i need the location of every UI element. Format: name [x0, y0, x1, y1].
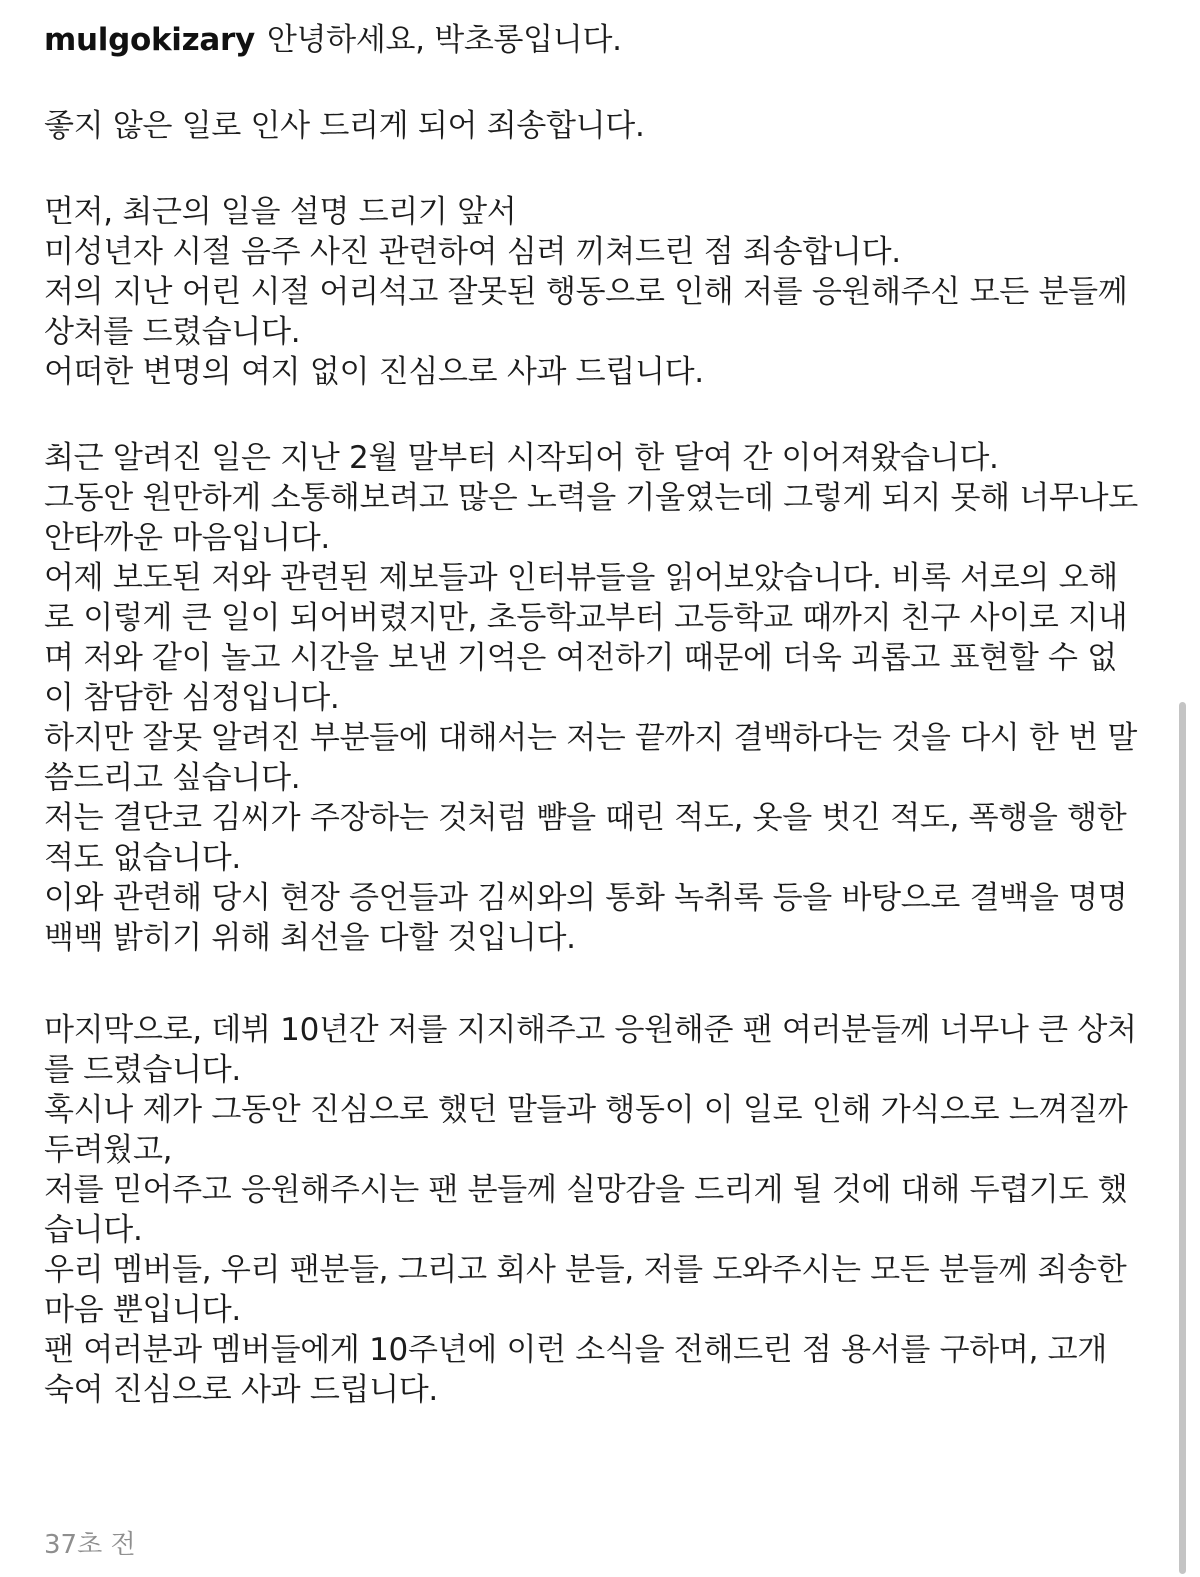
caption-line: 팬 여러분과 멤버들에게 10주년에 이런 소식을 전해드린 점 용서를 구하며, 고개	[44, 1332, 1107, 1368]
caption-line: 습니다.	[44, 1212, 143, 1248]
caption-line: 그동안 원만하게 소통해보려고 많은 노력을 기울였는데 그렇게 되지 못해 너무나도	[44, 480, 1138, 516]
caption-line: 어떠한 변명의 여지 없이 진심으로 사과 드립니다.	[44, 354, 704, 390]
caption-line: 씀드리고 싶습니다.	[44, 760, 301, 796]
caption-line: 두려웠고,	[44, 1132, 173, 1168]
caption-line: 하지만 잘못 알려진 부분들에 대해서는 저는 끝까지 결백하다는 것을 다시 한 번 말	[44, 720, 1137, 756]
post-caption	[44, 20, 1164, 1410]
caption-line: 백백 밝히기 위해 최선을 다할 것입니다.	[44, 920, 576, 956]
scrollbar-thumb[interactable]	[1179, 702, 1186, 1574]
caption-line: 를 드렸습니다.	[44, 1052, 241, 1088]
caption-line: 좋지 않은 일로 인사 드리게 되어 죄송합니다.	[44, 108, 645, 144]
caption-line: 숙여 진심으로 사과 드립니다.	[44, 1372, 438, 1408]
caption-first-line	[44, 20, 1164, 60]
caption-line: 저를 믿어주고 응원해주시는 팬 분들께 실망감을 드리게 될 것에 대해 두렵기도 했	[44, 1172, 1128, 1208]
caption-line: 마지막으로, 데뷔 10년간 저를 지지해주고 응원해준 팬 여러분들께 너무나 큰 상처	[44, 1012, 1137, 1048]
username-link[interactable]: mulgokizary	[44, 22, 255, 58]
caption-line: 어제 보도된 저와 관련된 제보들과 인터뷰들을 읽어보았습니다. 비록 서로의 오해	[44, 560, 1118, 596]
caption-line: 먼저, 최근의 일을 설명 드리기 앞서	[44, 194, 517, 230]
caption-text: 안녕하세요, 박초롱입니다.	[266, 22, 622, 58]
caption-line: 마음 뿐입니다.	[44, 1292, 241, 1328]
post-timestamp: 37초 전	[44, 1530, 136, 1560]
caption-line: 이와 관련해 당시 현장 증언들과 김씨와의 통화 녹취록 등을 바탕으로 결백을 명명	[44, 880, 1128, 916]
caption-line: 우리 멤버들, 우리 팬분들, 그리고 회사 분들, 저를 도와주시는 모든 분들께 죄송한	[44, 1252, 1127, 1288]
caption-line: 로 이렇게 큰 일이 되어버렸지만, 초등학교부터 고등학교 때까지 친구 사이로 지내	[44, 600, 1128, 636]
caption-line: 이 참담한 심정입니다.	[44, 680, 340, 716]
caption-line: 상처를 드렸습니다.	[44, 314, 301, 350]
caption-line: 안타까운 마음입니다.	[44, 520, 330, 556]
caption-line: 저는 결단코 김씨가 주장하는 것처럼 뺨을 때린 적도, 옷을 벗긴 적도, 폭행을 행한	[44, 800, 1127, 836]
caption-line: 며 저와 같이 놀고 시간을 보낸 기억은 여전하기 때문에 더욱 괴롭고 표현할 수 없	[44, 640, 1117, 676]
caption-line: 미성년자 시절 음주 사진 관련하여 심려 끼쳐드린 점 죄송합니다.	[44, 234, 901, 270]
caption-line: 최근 알려진 일은 지난 2월 말부터 시작되어 한 달여 간 이어져왔습니다.	[44, 440, 999, 476]
caption-line: 저의 지난 어린 시절 어리석고 잘못된 행동으로 인해 저를 응원해주신 모든 분들께	[44, 274, 1128, 310]
caption-line: 혹시나 제가 그동안 진심으로 했던 말들과 행동이 이 일로 인해 가식으로 느껴질까	[44, 1092, 1128, 1128]
caption-line: 적도 없습니다.	[44, 840, 241, 876]
